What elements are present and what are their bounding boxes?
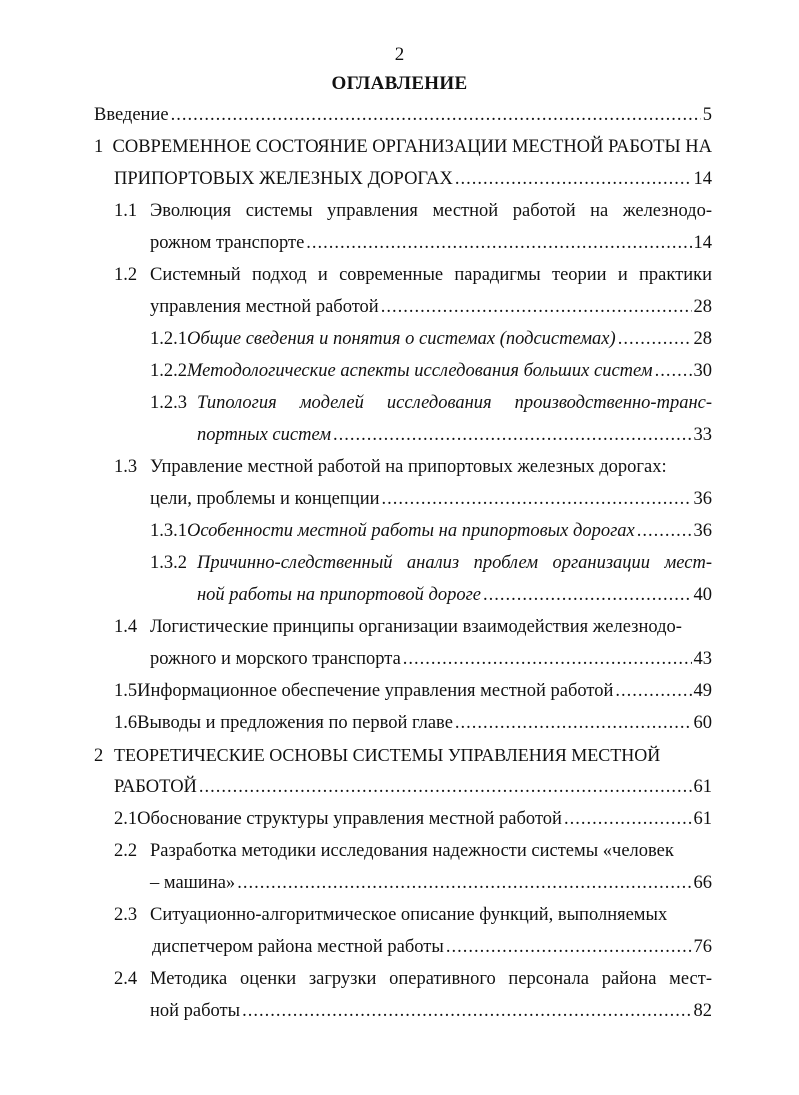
toc-entry-text-cont: диспетчером района местной работы	[152, 937, 444, 957]
toc-entry-text: Типология моделей исследования производственно-транс-	[197, 393, 712, 413]
leader-dots	[446, 934, 692, 960]
toc-entry-1-4-cont	[150, 646, 712, 672]
leader-dots	[199, 774, 692, 800]
leader-dots	[615, 678, 691, 704]
toc-entry-number: 1.3.1	[150, 521, 187, 541]
leader-dots	[237, 870, 691, 896]
toc-entry-page: 76	[693, 937, 712, 957]
toc-entry-page: 43	[693, 649, 712, 669]
toc-entry-page: 33	[693, 425, 712, 445]
toc-entry-number: 1.2.2	[150, 361, 187, 381]
toc-entry-text-cont: ной работы	[150, 1001, 241, 1021]
toc-entry-1-2-2	[150, 358, 712, 384]
page-title: ОГЛАВЛЕНИЕ	[331, 73, 468, 94]
toc-entry-page: 49	[693, 681, 712, 701]
toc-entry-text-cont: управления местной работой	[150, 297, 379, 317]
toc-entry-1-3-1	[150, 518, 712, 544]
toc-entry-1-6	[114, 710, 712, 736]
toc-entry-number: 2.2	[114, 841, 138, 861]
toc-entry-page: 36	[693, 521, 712, 541]
toc-entry-text: Методологические аспекты исследования больших систем	[187, 361, 653, 381]
leader-dots	[306, 230, 691, 256]
toc-entry-text-cont: ной работы на припортовой дороге	[197, 585, 481, 605]
toc-entry-1-3-2-cont	[197, 582, 712, 608]
leader-dots	[403, 646, 692, 672]
toc-entry-intro	[94, 102, 712, 128]
toc-entry-text: Управление местной работой на припортовых железных дорогах:	[150, 457, 667, 477]
toc-entry-text: Эволюция системы управления местной работой на железнодо-	[150, 201, 712, 221]
leader-dots	[242, 998, 691, 1024]
toc-entry-page: 5	[702, 105, 712, 125]
toc-entry-2	[94, 742, 712, 768]
toc-entry-text-cont: рожного и морского транспорта	[150, 649, 401, 669]
toc-entry-page: 28	[693, 329, 712, 349]
toc-entry-1-1	[114, 198, 712, 224]
toc-entry-text: Особенности местной работы на припортовых дорогах	[187, 521, 635, 541]
toc-entry-number: 1.1	[114, 201, 138, 221]
toc-entry-text: ТЕОРЕТИЧЕСКИЕ ОСНОВЫ СИСТЕМЫ УПРАВЛЕНИЯ МЕСТНОЙ	[114, 745, 661, 765]
toc-entry-number: 2.1	[114, 809, 138, 829]
toc-entry-number: 2.3	[114, 905, 138, 925]
toc-entry-2-2	[114, 838, 712, 864]
toc-entry-2-3	[114, 902, 712, 928]
leader-dots	[455, 166, 692, 192]
toc-entry-number: 1.5	[114, 681, 138, 701]
toc-entry-text: Выводы и предложения по первой главе	[137, 713, 453, 733]
toc-entry-1-2-cont	[150, 294, 712, 320]
toc-entry-page: 36	[693, 489, 712, 509]
toc-entry-number: 1.3.2	[150, 553, 187, 573]
toc-entry-text: СОВРЕМЕННОЕ СОСТОЯНИЕ ОРГАНИЗАЦИИ МЕСТНОЙ РАБОТЫ НА	[112, 137, 712, 157]
toc-entry-page: 40	[693, 585, 712, 605]
toc-entry-1-5	[114, 678, 712, 704]
toc-entry-text-cont: рожном транспорте	[150, 233, 305, 253]
toc-entry-number: 1.3	[114, 457, 138, 477]
toc-entry-1-3-cont	[150, 486, 712, 512]
toc-entry-1-2	[114, 262, 712, 288]
toc-entry-number: 2	[94, 746, 104, 766]
toc-entry-number: 2.4	[114, 969, 138, 989]
toc-entry-1-1-cont	[150, 230, 712, 256]
toc-entry-2-1	[114, 806, 712, 832]
leader-dots	[637, 518, 692, 544]
toc-entry-1-2-1	[150, 326, 712, 352]
toc-entry-1-2-3-cont	[197, 422, 712, 448]
toc-entry-text: Системный подход и современные парадигмы теории и практики	[150, 265, 712, 285]
toc-entry-page: 30	[693, 361, 712, 381]
toc-entry-page: 28	[693, 297, 712, 317]
toc-entry-text: Информационное обеспечение управления местной работой	[137, 681, 614, 701]
toc-entry-number: 1.6	[114, 713, 138, 733]
toc-entry-2-2-cont	[150, 870, 712, 896]
toc-entry-number: 1	[94, 137, 104, 157]
toc-entry-text-cont: РАБОТОЙ	[114, 777, 197, 797]
toc-entry-text-cont: ПРИПОРТОВЫХ ЖЕЛЕЗНЫХ ДОРОГАХ	[114, 169, 453, 189]
page-number: 2	[394, 44, 405, 65]
toc-entry-text: Методика оценки загрузки оперативного персонала района мест-	[150, 969, 712, 989]
toc-entry-text-cont: портных систем	[197, 425, 331, 445]
toc-entry-page: 66	[693, 873, 712, 893]
leader-dots	[655, 358, 692, 384]
toc-entry-text: Общие сведения и понятия о системах (подсистемах)	[187, 329, 616, 349]
toc-entry-text-cont: цели, проблемы и концепции	[150, 489, 380, 509]
toc-entry-page: 61	[693, 777, 712, 797]
leader-dots	[381, 294, 692, 320]
toc-entry-text: Разработка методики исследования надежности системы «человек	[150, 841, 674, 861]
toc-entry-text: Причинно-следственный анализ проблем организации мест-	[197, 553, 712, 573]
toc-entry-1-cont	[114, 166, 712, 192]
leader-dots	[333, 422, 692, 448]
toc-entry-page: 82	[693, 1001, 712, 1021]
leader-dots	[564, 806, 692, 832]
leader-dots	[382, 486, 692, 512]
toc-entry-2-4-cont	[150, 998, 712, 1024]
toc-entry-text: Ситуационно-алгоритмическое описание функций, выполняемых	[150, 905, 668, 925]
toc-entry-number: 1.2	[114, 265, 138, 285]
toc-entry-2-cont	[114, 774, 712, 800]
toc-entry-1-3	[114, 454, 712, 480]
toc-entry-2-3-cont	[152, 934, 712, 960]
leader-dots	[455, 710, 692, 736]
toc-entry-page: 60	[693, 713, 712, 733]
toc-entry-1-3-2	[150, 550, 712, 576]
toc-entry-text: Обоснование структуры управления местной работой	[137, 809, 562, 829]
toc-entry-1-2-3	[150, 390, 712, 416]
toc-entry-page: 14	[693, 169, 712, 189]
toc-entry-page: 61	[693, 809, 712, 829]
leader-dots	[171, 102, 701, 128]
toc-entry-text: Введение	[94, 105, 169, 125]
toc-entry-1-4	[114, 614, 712, 640]
toc-entry-page: 14	[693, 233, 712, 253]
toc-entry-1	[94, 134, 712, 160]
toc-entry-number: 1.4	[114, 617, 138, 637]
leader-dots	[483, 582, 692, 608]
toc-entry-text: Логистические принципы организации взаимодействия железнодо-	[150, 617, 682, 637]
toc-entry-number: 1.2.1	[150, 329, 187, 349]
toc-entry-2-4	[114, 966, 712, 992]
toc-entry-text-cont: – машина»	[150, 873, 236, 893]
toc-entry-number: 1.2.3	[150, 393, 187, 413]
leader-dots	[618, 326, 692, 352]
